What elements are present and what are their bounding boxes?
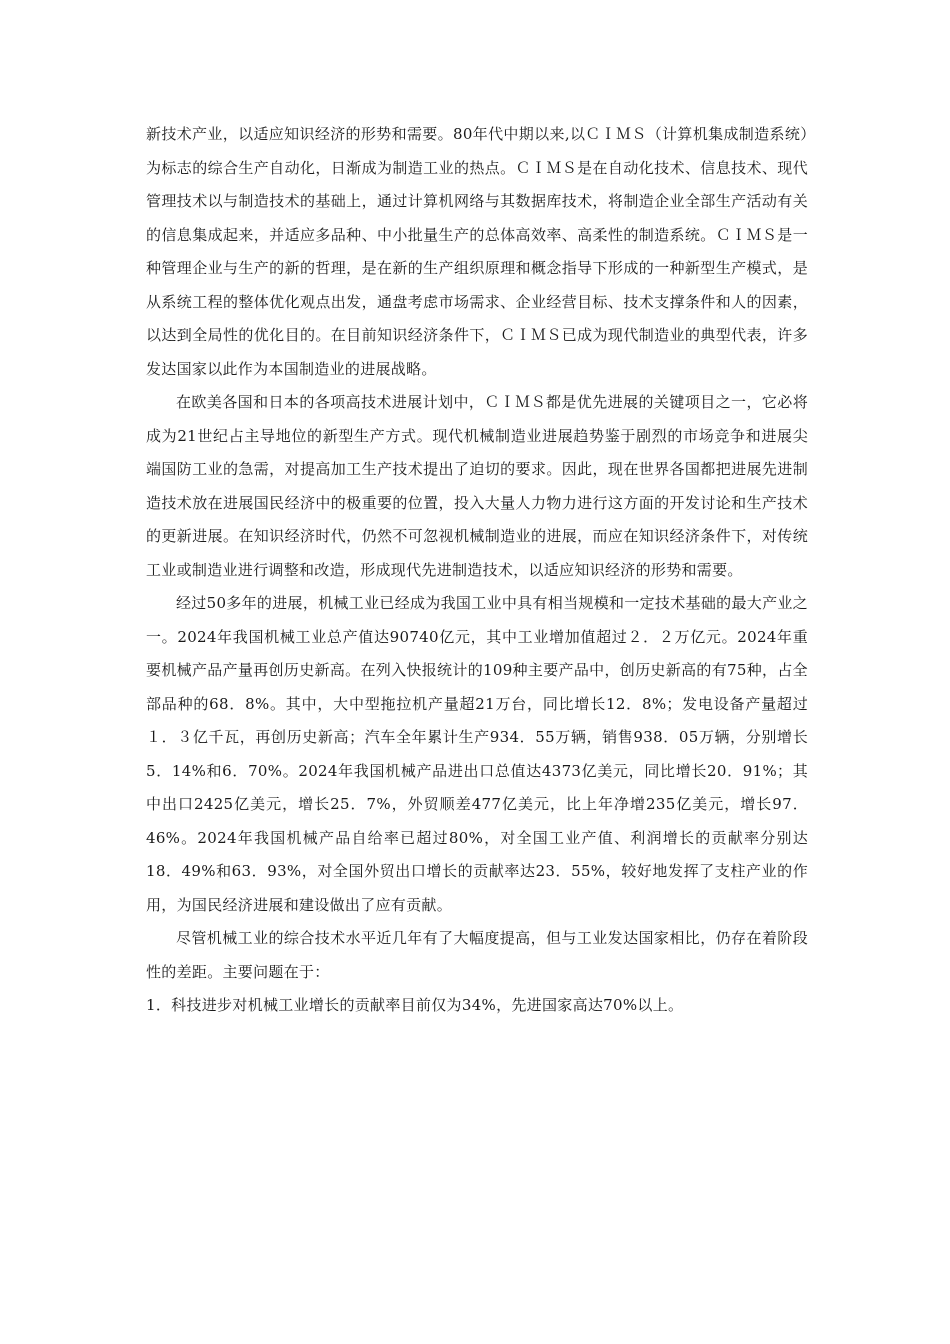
paragraph-2: 在欧美各国和日本的各项高技术进展计划中，ＣＩＭＳ都是优先进展的关键项目之一，它必将成为21世纪占主导地位的新型生产方式。现代机械制造业进展趋势鉴于剧烈的市场竞争和进展尖端国防工业的急需，对提高加工生产技术提出了迫切的要求。因此，现在世界各国都把进展先进制造技术放在进展国民经济中的极重要的位置，投入大量人力物力进行这方面的开发讨论和生产技术的更新进展。在知识经济时代，仍然不可忽视机械制造业的进展，而应在知识经济条件下，对传统工业或制造业进行调整和改造，形成现代先进制造技术，以适应知识经济的形势和需要。: [146, 393, 808, 579]
list-item-1: 1．科技进步对机械工业增长的贡献率目前仅为34%，先进国家高达70%以上。: [146, 996, 684, 1014]
paragraph-4: 尽管机械工业的综合技术水平近几年有了大幅度提高，但与工业发达国家相比，仍存在着阶段性的差距。主要问题在于：: [146, 929, 808, 981]
paragraph-1: 新技术产业，以适应知识经济的形势和需要。80年代中期以来,以ＣＩＭＳ（计算机集成制造系统）为标志的综合生产自动化，日渐成为制造工业的热点。ＣＩＭＳ是在自动化技术、信息技术、现代管理技术以与制造技术的基础上，通过计算机网络与其数据库技术，将制造企业全部生产活动有关的信息集成起来，并适应多品种、中小批量生产的总体高效率、高柔性的制造系统。ＣＩＭＳ是一种管理企业与生产的新的哲理，是在新的生产组织原理和概念指导下形成的一种新型生产模式，是从系统工程的整体优化观点出发，通盘考虑市场需求、企业经营目标、技术支撑条件和人的因素，以达到全局性的优化目的。在目前知识经济条件下，ＣＩＭＳ已成为现代制造业的典型代表，许多发达国家以此作为本国制造业的进展战略。: [146, 125, 808, 378]
document-page: [146, 118, 808, 1023]
paragraph-3: 经过50多年的进展，机械工业已经成为我国工业中具有相当规模和一定技术基础的最大产业之一。2024年我国机械工业总产值达90740亿元，其中工业增加值超过２．２万亿元。2024年重要机械产品产量再创历史新高。在列入快报统计的109种主要产品中，创历史新高的有75种，占全部品种的68．8%。其中，大中型拖拉机产量超21万台，同比增长12．8%；发电设备产量超过１．３亿千瓦，再创历史新高；汽车全年累计生产934．55万辆，销售938．05万辆，分别增长5．14%和6．70%。2024年我国机械产品进出口总值达4373亿美元，同比增长20．91%；其中出口2425亿美元，增长25．7%，外贸顺差477亿美元，比上年净增235亿美元，增长97．46%。2024年我国机械产品自给率已超过80%，对全国工业产值、利润增长的贡献率分别达18．49%和63．93%，对全国外贸出口增长的贡献率达23．55%，较好地发挥了支柱产业的作用，为国民经济进展和建设做出了应有贡献。: [146, 594, 808, 914]
